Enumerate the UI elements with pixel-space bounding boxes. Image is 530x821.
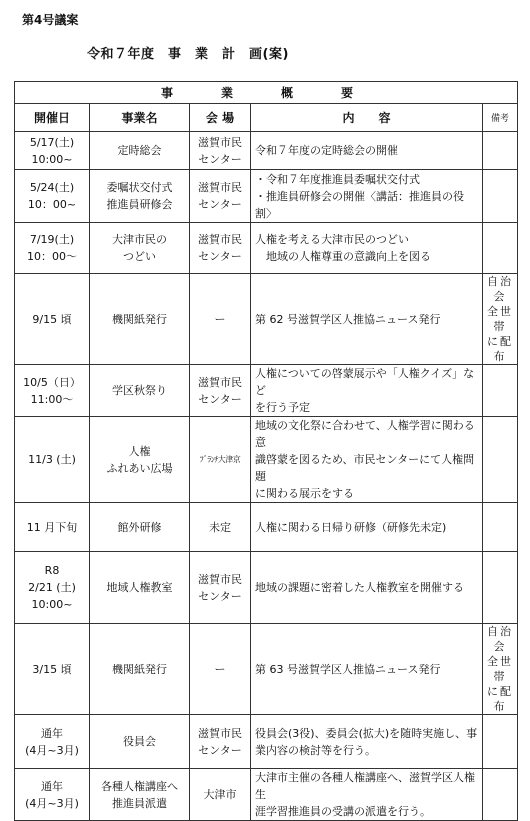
cell-date: 9/15 頃 [15,274,90,365]
cell-date: 5/17(土) 10:00~ [15,132,90,170]
cell-date: R8 2/21 (土) 10:00~ [15,552,90,624]
cell-content: 人権を考える大津市民のつどい 地域の人権尊重の意識向上を図る [251,223,483,274]
cell-date: 7/19(土) 10：00～ [15,223,90,274]
cell-note [483,417,518,503]
cell-note [483,170,518,223]
cell-content: 地域の文化祭に合わせて、人権学習に関わる意 識啓蒙を図るため、市民センターにて人権問題 に関わる展示をする [251,417,483,503]
cell-content: 地域の課題に密着した人権教室を開催する [251,552,483,624]
cell-venue: ー [190,624,251,715]
cell-name: 機関紙発行 [90,624,190,715]
cell-venue: 滋賀市民 センター [190,552,251,624]
table-row [15,715,518,769]
cell-venue: 滋賀市民 センター [190,223,251,274]
cell-date: 通年 (4月~3月) [15,715,90,769]
table-row [15,132,518,170]
cell-note: 自治会 全世帯 に配布 [483,624,518,715]
cell-name: 人権 ふれあい広場 [90,417,190,503]
cell-content: 令和７年度の定時総会の開催 [251,132,483,170]
plan-table [14,81,518,821]
table-row [15,552,518,624]
cell-content: 役員会(3役)、委員会(拡大)を随時実施し、事 業内容の検討等を行う。 [251,715,483,769]
cell-note [483,132,518,170]
cell-venue: ー [190,274,251,365]
cell-date: 5/24(土) 10：00~ [15,170,90,223]
cell-content: 第 63 号滋賀学区人推協ニュース発行 [251,624,483,715]
table-row [15,274,518,365]
cell-note [483,769,518,821]
table-row [15,170,518,223]
cell-note: 自治会 全世帯 に配布 [483,274,518,365]
cell-venue: 滋賀市民 センター [190,170,251,223]
cell-name: 学区秋祭り [90,365,190,417]
cell-venue: 大津市 [190,769,251,821]
cell-note [483,552,518,624]
column-header-venue: 会 場 [190,104,251,132]
cell-date: 11 月下旬 [15,503,90,552]
table-row [15,417,518,503]
document-title: 令和７年度 事 業 計 画(案) [87,47,289,62]
table-row [15,769,518,821]
cell-date: 3/15 頃 [15,624,90,715]
column-header-note: 備考 [483,104,518,132]
column-header-date: 開催日 [15,104,90,132]
cell-name: 役員会 [90,715,190,769]
cell-name: 地域人権教室 [90,552,190,624]
cell-note [483,715,518,769]
cell-name: 大津市民の つどい [90,223,190,274]
column-header-content: 内 容 [251,104,483,132]
cell-date: 通年 (4月~3月) [15,769,90,821]
column-header-row [15,104,518,132]
table-row [15,223,518,274]
cell-content: 大津市主催の各種人権講座へ、滋賀学区人権生 涯学習推進員の受講の派遣を行う。 [251,769,483,821]
cell-name: 委嘱状交付式 推進員研修会 [90,170,190,223]
cell-date: 11/3 (土) [15,417,90,503]
cell-venue: ﾌﾞﾗﾝﾁ大津京 [190,417,251,503]
cell-note [483,223,518,274]
agenda-number: 第4号議案 [22,13,79,27]
cell-name: 館外研修 [90,503,190,552]
cell-name: 各種人権講座へ 推進員派遣 [90,769,190,821]
overview-header: 事 業 概 要 [15,82,518,104]
cell-date: 10/5（日） 11:00～ [15,365,90,417]
cell-content: 人権についての啓蒙展示や「人権クイズ」など を行う予定 [251,365,483,417]
cell-venue: 滋賀市民 センター [190,132,251,170]
cell-venue: 滋賀市民 センター [190,365,251,417]
cell-content: 人権に関わる日帰り研修（研修先未定) [251,503,483,552]
cell-name: 定時総会 [90,132,190,170]
cell-content: 第 62 号滋賀学区人推協ニュース発行 [251,274,483,365]
cell-note [483,365,518,417]
cell-note [483,503,518,552]
cell-venue: 未定 [190,503,251,552]
table-row [15,503,518,552]
column-header-name: 事業名 [90,104,190,132]
cell-content: ・令和７年度推進員委嘱状交付式 ・推進員研修会の開催〈講話：推進員の役割〉 [251,170,483,223]
table-row [15,365,518,417]
cell-venue: 滋賀市民 センター [190,715,251,769]
table-row [15,624,518,715]
cell-name: 機関紙発行 [90,274,190,365]
